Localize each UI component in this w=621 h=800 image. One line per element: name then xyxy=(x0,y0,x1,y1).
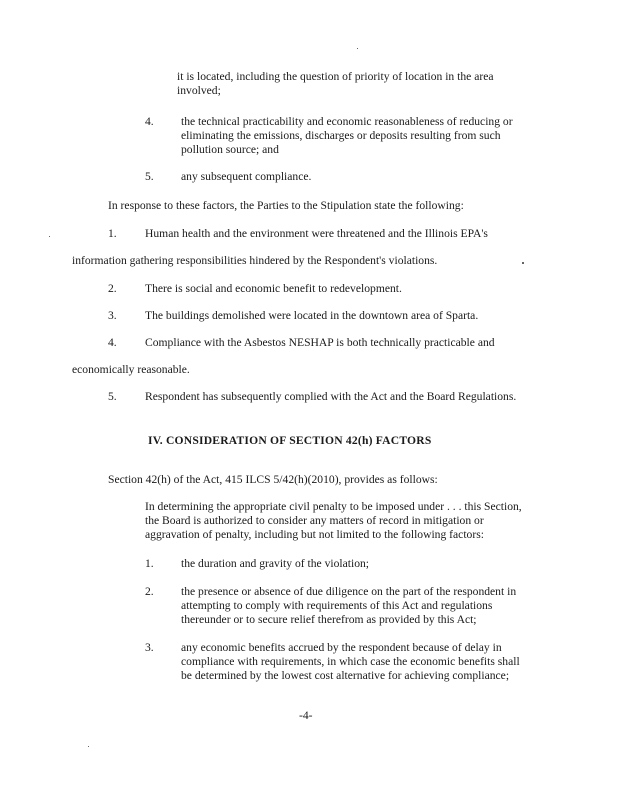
item-continuation-line-2: involved; xyxy=(177,84,221,97)
factor-2-line-2: attempting to comply with requirements of this Act and regulations xyxy=(181,599,493,612)
response-1-number: 1. xyxy=(108,227,117,240)
scan-speck xyxy=(88,746,89,747)
quote-line-2: the Board is authorized to consider any matters of record in mitigation or xyxy=(145,514,484,527)
response-intro: In response to these factors, the Parties to the Stipulation state the following: xyxy=(108,199,464,212)
factor-3-line-3: be determined by the lowest cost alternative for achieving compliance; xyxy=(181,669,510,682)
factor-2-line-1: the presence or absence of due diligence on the part of the respondent in xyxy=(181,585,517,598)
factor-2-line-3: thereunder or to secure relief therefrom as provided by this Act; xyxy=(181,613,477,626)
response-1-line-2: information gathering responsibilities hindered by the Respondent's violations. xyxy=(72,254,438,267)
response-2-number: 2. xyxy=(108,282,117,295)
quote-line-3: aggravation of penalty, including but not limited to the following factors: xyxy=(145,528,484,541)
factor-3-number: 3. xyxy=(145,641,154,654)
response-1-line-1: Human health and the environment were threatened and the Illinois EPA's xyxy=(145,227,488,240)
section-heading: IV. CONSIDERATION OF SECTION 42(h) FACTORS xyxy=(148,434,432,447)
response-4-line-2: economically reasonable. xyxy=(72,363,190,376)
response-5-line-1: Respondent has subsequently complied with the Act and the Board Regulations. xyxy=(145,390,517,403)
response-2-line-1: There is social and economic benefit to redevelopment. xyxy=(145,282,402,295)
scan-speck xyxy=(522,262,524,264)
item-4-number: 4. xyxy=(145,115,154,128)
item-5-text: any subsequent compliance. xyxy=(181,170,312,183)
factor-2-number: 2. xyxy=(145,585,154,598)
quote-line-1: In determining the appropriate civil penalty to be imposed under . . . this Section, xyxy=(145,500,522,513)
item-4-line-3: pollution source; and xyxy=(181,143,279,156)
response-3-number: 3. xyxy=(108,309,117,322)
scan-speck xyxy=(357,48,358,49)
item-4-line-1: the technical practicability and economic reasonableness of reducing or xyxy=(181,115,513,128)
scan-speck xyxy=(49,236,50,237)
factor-3-line-1: any economic benefits accrued by the respondent because of delay in xyxy=(181,641,502,654)
response-4-number: 4. xyxy=(108,336,117,349)
item-4-line-2: eliminating the emissions, discharges or deposits resulting from such xyxy=(181,129,501,142)
section-intro: Section 42(h) of the Act, 415 ILCS 5/42(h)(2010), provides as follows: xyxy=(108,473,438,486)
factor-3-line-2: compliance with requirements, in which case the economic benefits shall xyxy=(181,655,520,668)
factor-1-line-1: the duration and gravity of the violation; xyxy=(181,557,370,570)
response-5-number: 5. xyxy=(108,390,117,403)
response-3-line-1: The buildings demolished were located in the downtown area of Sparta. xyxy=(145,309,479,322)
item-continuation-line-1: it is located, including the question of priority of location in the area xyxy=(177,70,494,83)
page-number: -4- xyxy=(299,709,313,722)
response-4-line-1: Compliance with the Asbestos NESHAP is both technically practicable and xyxy=(145,336,495,349)
item-5-number: 5. xyxy=(145,170,154,183)
factor-1-number: 1. xyxy=(145,557,154,570)
